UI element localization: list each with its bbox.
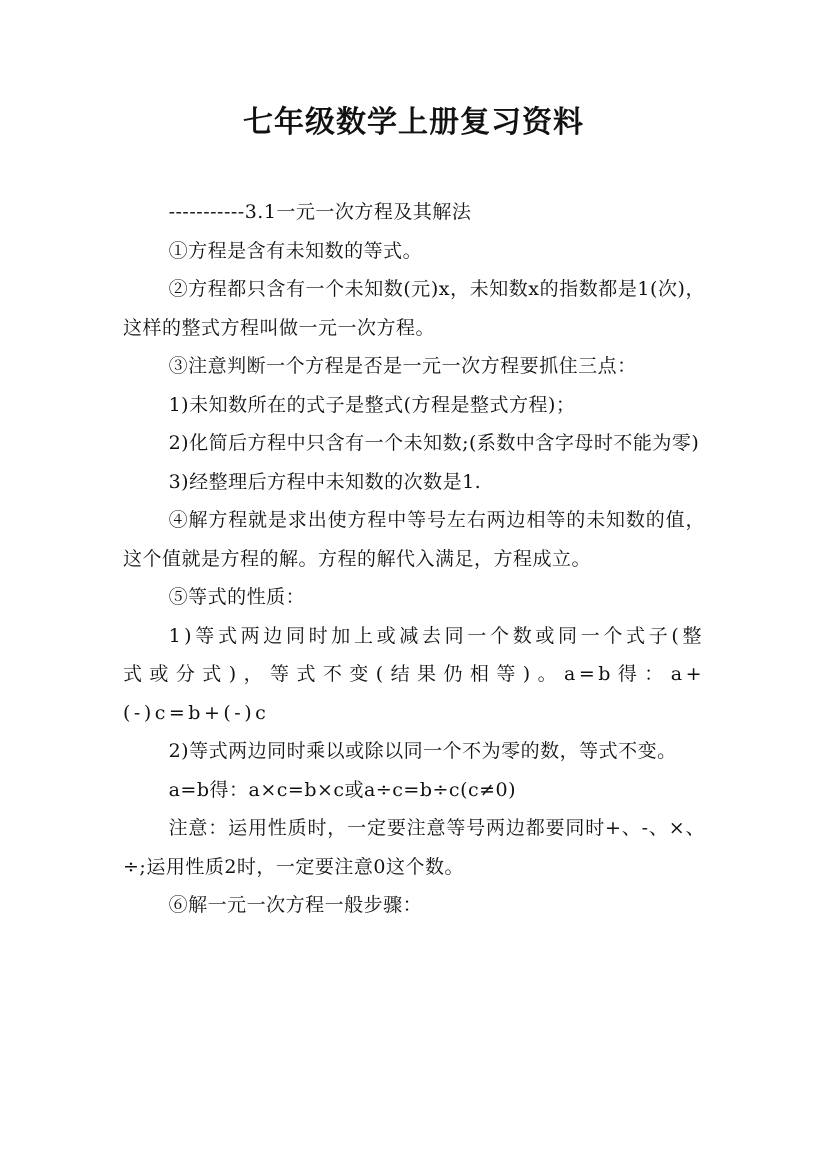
paragraph-point-4: ④解方程就是求出使方程中等号左右两边相等的未知数的值，这个值就是方程的解。方程的解代入满足，方程成立。 [123, 509, 705, 570]
section-heading: -----------3.1一元一次方程及其解法 [168, 201, 472, 223]
paragraph-point-1: ①方程是含有未知数的等式。 [168, 239, 423, 262]
document-title: 七年级数学上册复习资料 [243, 105, 584, 140]
paragraph-property-2: 2)等式两边同时乘以或除以同一个不为零的数，等式不变。 [168, 740, 677, 762]
paragraph-point-5: ⑤等式的性质： [168, 586, 306, 608]
paragraph-note: 注意：运用性质时，一定要注意等号两边都要同时+、-、×、÷;运用性质2时，一定要注意0这个数。 [123, 817, 705, 878]
paragraph-property-2-formula: a=b得：a×c=b×c或a÷c=b÷c(c≠0) [168, 778, 517, 801]
paragraph-point-6: ⑥解一元一次方程一般步骤： [168, 894, 423, 916]
paragraph-point-3-item-1: 1)未知数所在的式子是整式(方程是整式方程)； [168, 393, 576, 416]
document-body [123, 193, 705, 925]
paragraph-point-3-item-3: 3)经整理后方程中未知数的次数是1. [168, 470, 482, 493]
paragraph-point-3-item-2: 2)化简后方程中只含有一个未知数;(系数中含字母时不能为零) [168, 432, 700, 454]
paragraph-point-2: ②方程都只含有一个未知数(元)x，未知数x的指数都是1(次)，这样的整式方程叫做一元一次方程。 [123, 278, 705, 339]
paragraph-point-3: ③注意判断一个方程是否是一元一次方程要抓住三点： [168, 355, 637, 377]
paragraph-property-1: 1)等式两边同时加上或减去同一个数或同一个式子(整式或分式)，等式不变(结果仍相等)。a=b得：a+(-)c=b+(-)c [123, 624, 705, 724]
